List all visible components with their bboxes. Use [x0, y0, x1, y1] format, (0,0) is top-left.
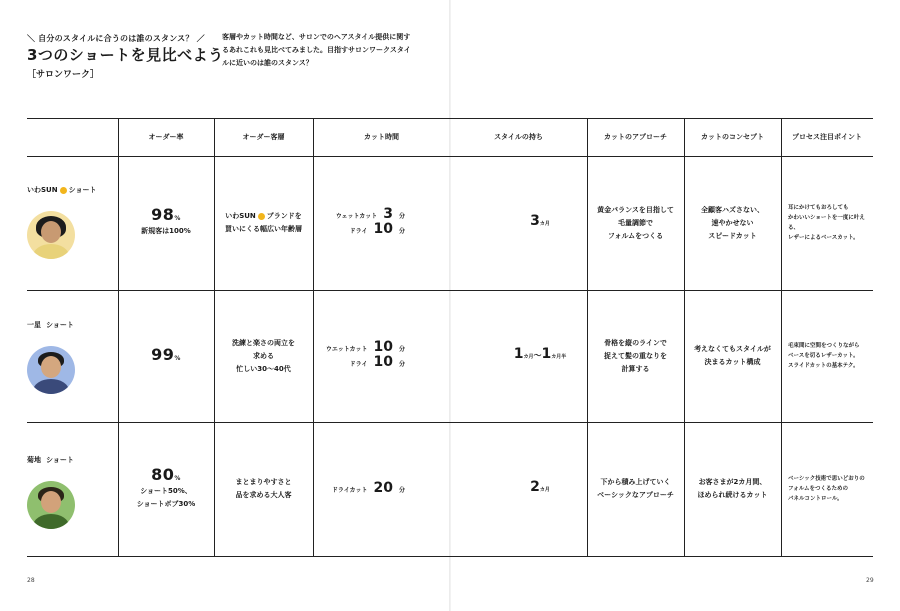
approach-cell: 黄金バランスを目指して 毛量調節で フォルムをつくる: [597, 205, 674, 240]
stylist-name: 菊地 ショート: [27, 456, 74, 464]
column-header-clientele: オーダー客層: [242, 133, 285, 141]
table-rule: [27, 556, 873, 557]
column-header-concept: カットのコンセプト: [701, 133, 764, 141]
sun-icon: [258, 213, 265, 220]
durability-cell: 2カ月: [530, 479, 550, 495]
approach-cell: 骨格を縦のラインで 捉えて髪の重なりを 計算する: [604, 338, 667, 373]
clientele-cell: 洗練と楽さの両立を 求める 忙しい30〜40代: [232, 338, 295, 373]
avatar: [27, 481, 75, 529]
process-cell: 毛束間に空間をつくりながら ベースを切るレザーカット。 スライドカットの基本テク。: [788, 343, 860, 369]
concept-cell: 全顧客ハズさない、 速やかせない スピードカット: [701, 205, 764, 240]
clientele-cell: まとまりやすさと 品を求める大人客: [235, 478, 292, 499]
stylist-cell: [27, 320, 118, 394]
avatar: [27, 211, 75, 259]
stylist-name: 一星 ショート: [27, 321, 74, 329]
cut-time-cell: ウェットカット 3 分 ドライ 10 分: [335, 206, 405, 237]
stylist-cell: [27, 185, 118, 259]
sun-icon: [60, 187, 67, 194]
clientele-cell: いわSUN ブランドを 買いにくる幅広い年齢層: [225, 212, 302, 233]
column-rule: [781, 118, 782, 556]
column-header-cut-time: カット時間: [364, 133, 399, 141]
kicker: ＼ 自分のスタイルに合うのは誰のスタンス？ ／: [27, 34, 205, 43]
durability-cell: 1カ月〜1カ月半: [513, 346, 567, 362]
page-title: 3つのショートを見比べよう: [27, 46, 224, 64]
cut-time-cell: ドライカット 20 分: [331, 479, 405, 496]
order-rate-cell: 99%: [151, 344, 181, 364]
column-header-process: プロセス注目ポイント: [792, 133, 862, 141]
stylist-name: いわSUN ショート: [27, 186, 97, 194]
page-number-left: 28: [27, 577, 35, 584]
cut-time-cell: ウエットカット 10 分 ドライ 10 分: [325, 339, 405, 370]
page-number-right: 29: [866, 577, 874, 584]
column-header-order-rate: オーダー率: [148, 133, 184, 141]
column-header-approach: カットのアプローチ: [604, 133, 667, 141]
process-cell: ベーシック技術で思いどおりの フォルムをつくるための パネルコントロール。: [788, 476, 865, 502]
lead-text: 客層やカット時間など、サロンでのヘアスタイル提供に関するあれこれも見比べてみました。目指すサロンワークスタイルに近いのは誰のスタンス？: [222, 33, 411, 67]
order-rate-cell: 80% ショート50%、 ショートボブ30%: [136, 464, 196, 508]
approach-cell: 下から積み上げていく ベーシックなアプローチ: [597, 478, 674, 499]
stylist-cell: [27, 455, 118, 529]
section-subtitle: ［サロンワーク］: [27, 70, 100, 80]
column-header-durability: スタイルの持ち: [494, 133, 543, 141]
avatar: [27, 346, 75, 394]
page-gutter: [449, 0, 451, 611]
order-rate-cell: 98% 新規客は100%: [141, 205, 191, 235]
concept-cell: お客さまが2カ月間、 ほめられ続けるカット: [697, 478, 768, 499]
concept-cell: 考えなくてもスタイルが 決まるカット構成: [694, 345, 771, 366]
process-cell: 耳にかけてもおろしても かわいいショートを一度に叶える、 レザーによるベースカット。: [788, 205, 865, 241]
durability-cell: 3カ月: [530, 213, 550, 229]
